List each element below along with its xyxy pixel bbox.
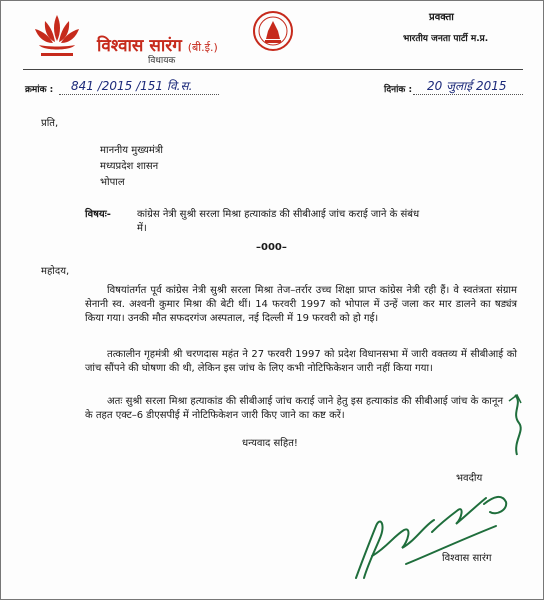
salutation: महोदय, [41,266,70,277]
letterhead-role: प्रवक्ता [429,12,454,23]
ink-stroke [507,393,527,463]
header-rule [23,69,523,70]
date-line [413,94,523,95]
date-label: दिनांक : [384,85,413,95]
subject-line-1: कांग्रेस नेत्री सुश्री सरला मिश्रा हत्याकांड की सीबीआई जांच कराई जाने के संबंध [137,209,420,220]
ref-number: 841 /2015 /151 वि.स. [71,79,193,93]
state-emblem [251,9,295,53]
letterhead-party: भारतीय जनता पार्टी म.प्र. [403,34,489,44]
body-paragraph-1: विषयांतर्गत पूर्व कांग्रेस नेत्री सुश्री सरला मिश्रा तेज–तर्रार उच्च शिक्षा प्राप्त कांग्रेस नेत्री रही हैं। वे स्वतंत्रता संग्राम सेनानी स्व. अश्वनी कुमार मिश्रा की बेटी थीं। 14 फरवरी 1997 को भोपाल में उन्हें जला कर मार डालने का षड्यंत्र किया गया। उनकी मौत सफदरगंज अस्पताल, नई दिल्ली में 19 फरवरी को हो गई। [85,285,517,325]
recipient-line-3: भोपाल [100,177,125,188]
lotus-logo [31,11,83,61]
ref-label: क्रमांक : [25,85,54,95]
name-suffix: (बी.ई.) [187,41,218,54]
body-paragraph-3: अतः सुश्री सरला मिश्रा हत्याकांड की सीबीआई जांच कराई जाने हेतु इस हत्याकांड की सीबीआई जांच के कानून के तहत एक्ट–6 डीएसपीई में नोटिफिकेशन जारी किए जाने का कष्ट करें। [85,396,503,422]
to-label: प्रति, [41,118,59,129]
recipient-line-2: मध्यप्रदेश शासन [100,161,159,172]
subject-label: विषयः- [85,209,111,220]
recipient-line-1: माननीय मुख्यमंत्री [100,145,163,156]
ref-line [59,94,219,95]
divider-mark: –000– [256,242,287,253]
closing: भवदीय [456,473,483,484]
body-paragraph-2: तत्कालीन गृहमंत्री श्री चरणदास महंत ने 27 फरवरी 1997 को प्रदेश विधानसभा में जारी वक्तव्य में सीबीआई को जांच सौंपने की घोषणा की थी, लेकिन इस जांच के लिए कभी नोटिफिकेशन जारी नहीं किया गया। [85,349,517,375]
subject-line-2: में। [137,223,147,234]
letter-date: 20 जुलाई 2015 [427,79,507,93]
thanks-line: धन्यवाद सहित! [242,438,298,449]
letterhead-name: विश्वास सारंग (बी.ई.) [97,36,218,56]
signatory-name: विश्वास सारंग [442,553,492,564]
handwritten-signature [346,486,516,586]
letterhead-designation: विधायक [148,56,176,66]
